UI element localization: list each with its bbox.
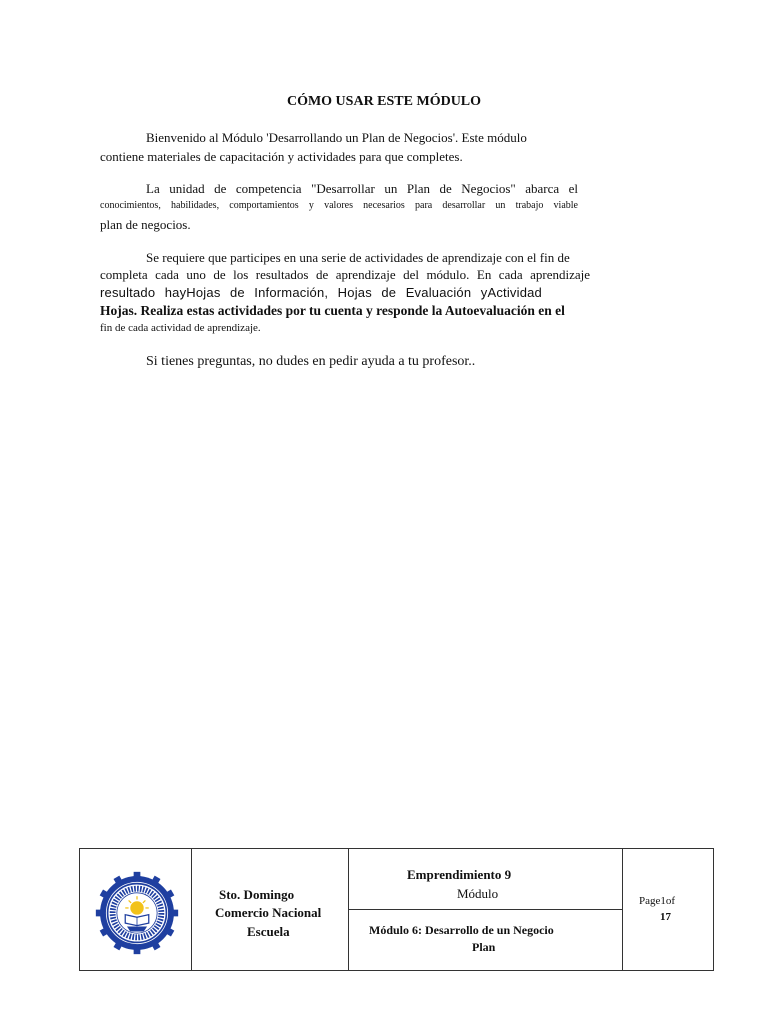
paragraph-4-line-1: Si tienes preguntas, no dudes en pedir ayuda a tu profesor.. [146, 354, 476, 369]
school-name-line-1: Sto. Domingo [219, 887, 295, 902]
page-number-label: Page1of [639, 895, 676, 907]
subject-subtitle: Módulo [457, 886, 499, 901]
page-footer [79, 848, 714, 971]
school-name-line-2: Comercio Nacional [215, 905, 322, 920]
module-title-line-2: Plan [472, 940, 496, 954]
paragraph-1-line-1: Bienvenido al Módulo 'Desarrollando un Plan de Negocios'. Este módulo [146, 130, 527, 145]
school-name-line-3: Escuela [247, 924, 290, 939]
school-seal-icon [94, 871, 180, 955]
footer-logo-cell [80, 849, 192, 970]
paragraph-3-line-1: Se requiere que participes en una serie de actividades de aprendizaje con el fin de [146, 250, 570, 265]
paragraph-3-line-5: fin de cada actividad de aprendizaje. [100, 322, 261, 334]
paragraph-1-line-2: contiene materiales de capacitación y actividades para que completes. [100, 149, 463, 164]
subject-title: Emprendimiento 9 [407, 867, 512, 882]
paragraph-2-line-2: conocimientos, habilidades, comportamientos y valores necesarios para desarrollar un trabajo viable [100, 200, 578, 211]
subject-divider [349, 909, 622, 910]
page-total: 17 [660, 911, 671, 923]
module-title-line-1: Módulo 6: Desarrollo de un Negocio [369, 923, 554, 937]
paragraph-2-line-1: La unidad de competencia "Desarrollar un Plan de Negocios" abarca el [146, 181, 578, 196]
paragraph-2-line-3: plan de negocios. [100, 217, 191, 232]
paragraph-3-line-3: resultado hayHojas de Información, Hojas de Evaluación yActividad [100, 285, 542, 300]
footer-school-cell [192, 849, 349, 970]
footer-subject-cell [349, 849, 623, 970]
paragraph-3-line-2: completa cada uno de los resultados de aprendizaje del módulo. En cada aprendizaje [100, 267, 590, 282]
footer-page-cell [623, 849, 713, 970]
page-title: CÓMO USAR ESTE MÓDULO [286, 94, 482, 109]
paragraph-3-line-4: Hojas. Realiza estas actividades por tu cuenta y responde la Autoevaluación en el [100, 303, 565, 318]
